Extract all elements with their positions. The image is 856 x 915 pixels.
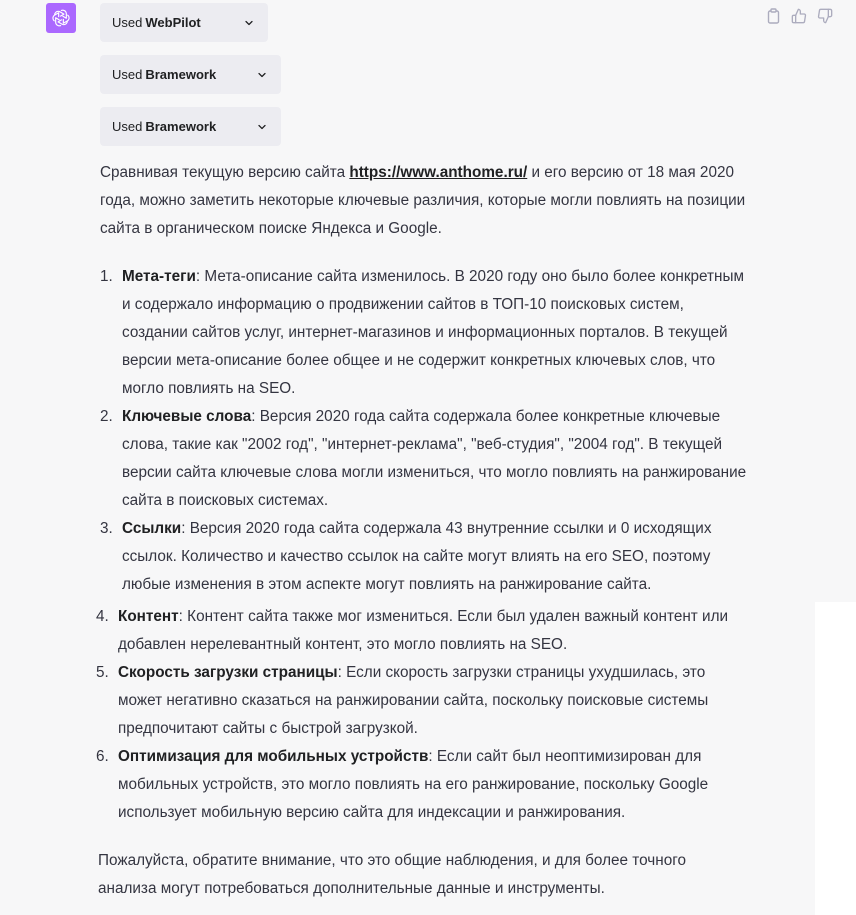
list-number: 2. — [100, 408, 113, 425]
site-link[interactable]: https://www.anthome.ru/ — [349, 164, 528, 181]
item-text: : Версия 2020 года сайта содержала 43 внутренние ссылки и 0 исходящих ссылок. Количество и качество ссылок на сайте могут влиять на его SEO, поэтому любые изменения в этом аспекте могут повлиять на ранжирование сайта. — [122, 520, 712, 593]
message-actions — [764, 7, 834, 25]
thumbs-down-icon — [817, 8, 833, 24]
numbered-list — [100, 263, 750, 599]
plugin-bramework[interactable] — [100, 55, 281, 94]
list-number: 4. — [96, 608, 109, 625]
list-item — [100, 263, 750, 403]
item-text: : Мета-описание сайта изменилось. В 2020 году оно было более конкретным и содержало информацию о продвижении сайтов в ТОП-10 поисковых систем, создании сайтов услуг, интернет-магазинов и информационных порталов. В текущей версии мета-описание более общее и не содержит конкретных ключевых слов, что могло повлиять на SEO. — [122, 268, 745, 397]
list-item — [96, 659, 750, 743]
list-item — [100, 515, 750, 599]
list-number: 5. — [96, 664, 109, 681]
item-title: Скорость загрузки страницы — [118, 664, 338, 681]
plugin-prefix: Used — [112, 15, 143, 30]
item-title: Мета-теги — [122, 268, 196, 285]
plugin-webpilot[interactable] — [100, 3, 268, 42]
item-title: Ключевые слова — [122, 408, 252, 425]
assistant-message — [96, 159, 750, 827]
chevron-down-icon — [243, 17, 255, 29]
list-number: 6. — [96, 748, 109, 765]
plugin-bramework[interactable] — [100, 107, 281, 146]
page-edge-area — [815, 602, 856, 915]
item-text: : Если сайт был неоптимизирован для мобильных устройств, это могло повлиять на его ранжирование, поскольку Google использует мобильную версию сайта для индексации и ранжирования. — [118, 748, 709, 821]
assistant-avatar — [46, 3, 76, 33]
plugin-prefix: Used — [112, 67, 143, 82]
plugin-name: Bramework — [145, 67, 217, 82]
thumbs-up-icon — [791, 8, 807, 24]
chevron-down-icon — [256, 69, 268, 81]
thumbs-up-button[interactable] — [790, 7, 808, 25]
list-item — [96, 603, 750, 659]
list-item — [100, 403, 750, 515]
list-number: 3. — [100, 520, 113, 537]
thumbs-down-button[interactable] — [816, 7, 834, 25]
openai-logo-icon — [51, 8, 71, 28]
copy-button[interactable] — [764, 7, 782, 25]
item-text: : Если скорость загрузки страницы ухудшилась, это может негативно сказаться на ранжировании сайта, поскольку поисковые системы предпочитают сайты с быстрой загрузкой. — [118, 664, 709, 737]
intro-paragraph — [100, 159, 750, 243]
intro-text: и его версию от 18 мая 2020 года, можно заметить некоторые ключевые различия, которые могли повлиять на позиции сайта в органическом поиске Яндекса и Google. — [100, 164, 746, 237]
numbered-list — [98, 603, 750, 827]
item-title: Ссылки — [122, 520, 182, 537]
intro-text: Сравнивая текущую версию сайта — [100, 164, 350, 181]
item-title: Контент — [118, 608, 179, 625]
clipboard-icon — [766, 8, 781, 24]
plugin-name: Bramework — [145, 119, 217, 134]
list-number: 1. — [100, 268, 113, 285]
item-text: : Версия 2020 года сайта содержала более конкретные ключевые слова, такие как "2002 год", "интернет-реклама", "веб-студия", "2004 год". В текущей версии сайта ключевые слова могли измениться, что могло повлиять на ранжирование сайта в поисковых системах. — [122, 408, 747, 509]
plugin-prefix: Used — [112, 119, 143, 134]
outro-paragraph: Пожалуйста, обратите внимание, что это общие наблюдения, и для более точного анализа могут потребоваться дополнительные данные и инструменты. — [98, 852, 686, 897]
item-title: Оптимизация для мобильных устройств — [118, 748, 429, 765]
list-item — [96, 743, 750, 827]
item-text: : Контент сайта также мог измениться. Если был удален важный контент или добавлен нерелевантный контент, это могло повлиять на SEO. — [118, 608, 729, 653]
chevron-down-icon — [256, 121, 268, 133]
plugin-name: WebPilot — [145, 15, 201, 30]
